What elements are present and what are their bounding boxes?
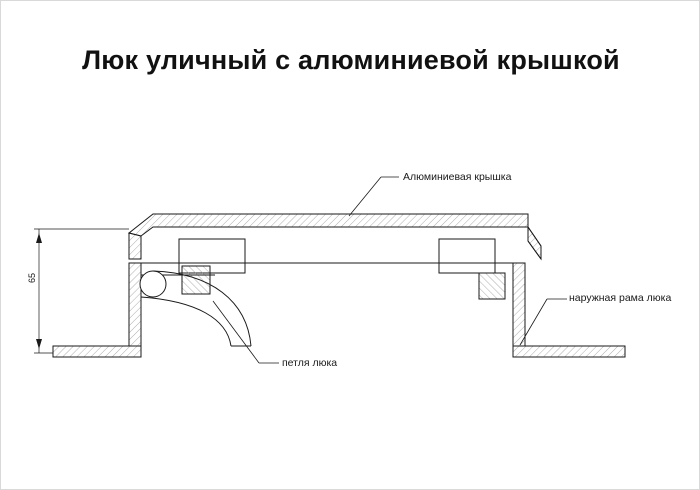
page-title: Люк уличный с алюминиевой крышкой <box>82 45 620 75</box>
label-aluminium-cover: Алюминиевая крышка <box>403 171 512 183</box>
inner-frame-profile <box>179 239 505 299</box>
dimension-line-height <box>34 229 129 353</box>
label-hinge: петля люка <box>282 357 338 369</box>
label-outer-frame: наружная рама люка <box>569 292 672 304</box>
hatch-diagram-drawing <box>1 1 700 490</box>
outer-frame-body <box>53 263 625 357</box>
label-dimension-height: 65 <box>27 272 37 283</box>
